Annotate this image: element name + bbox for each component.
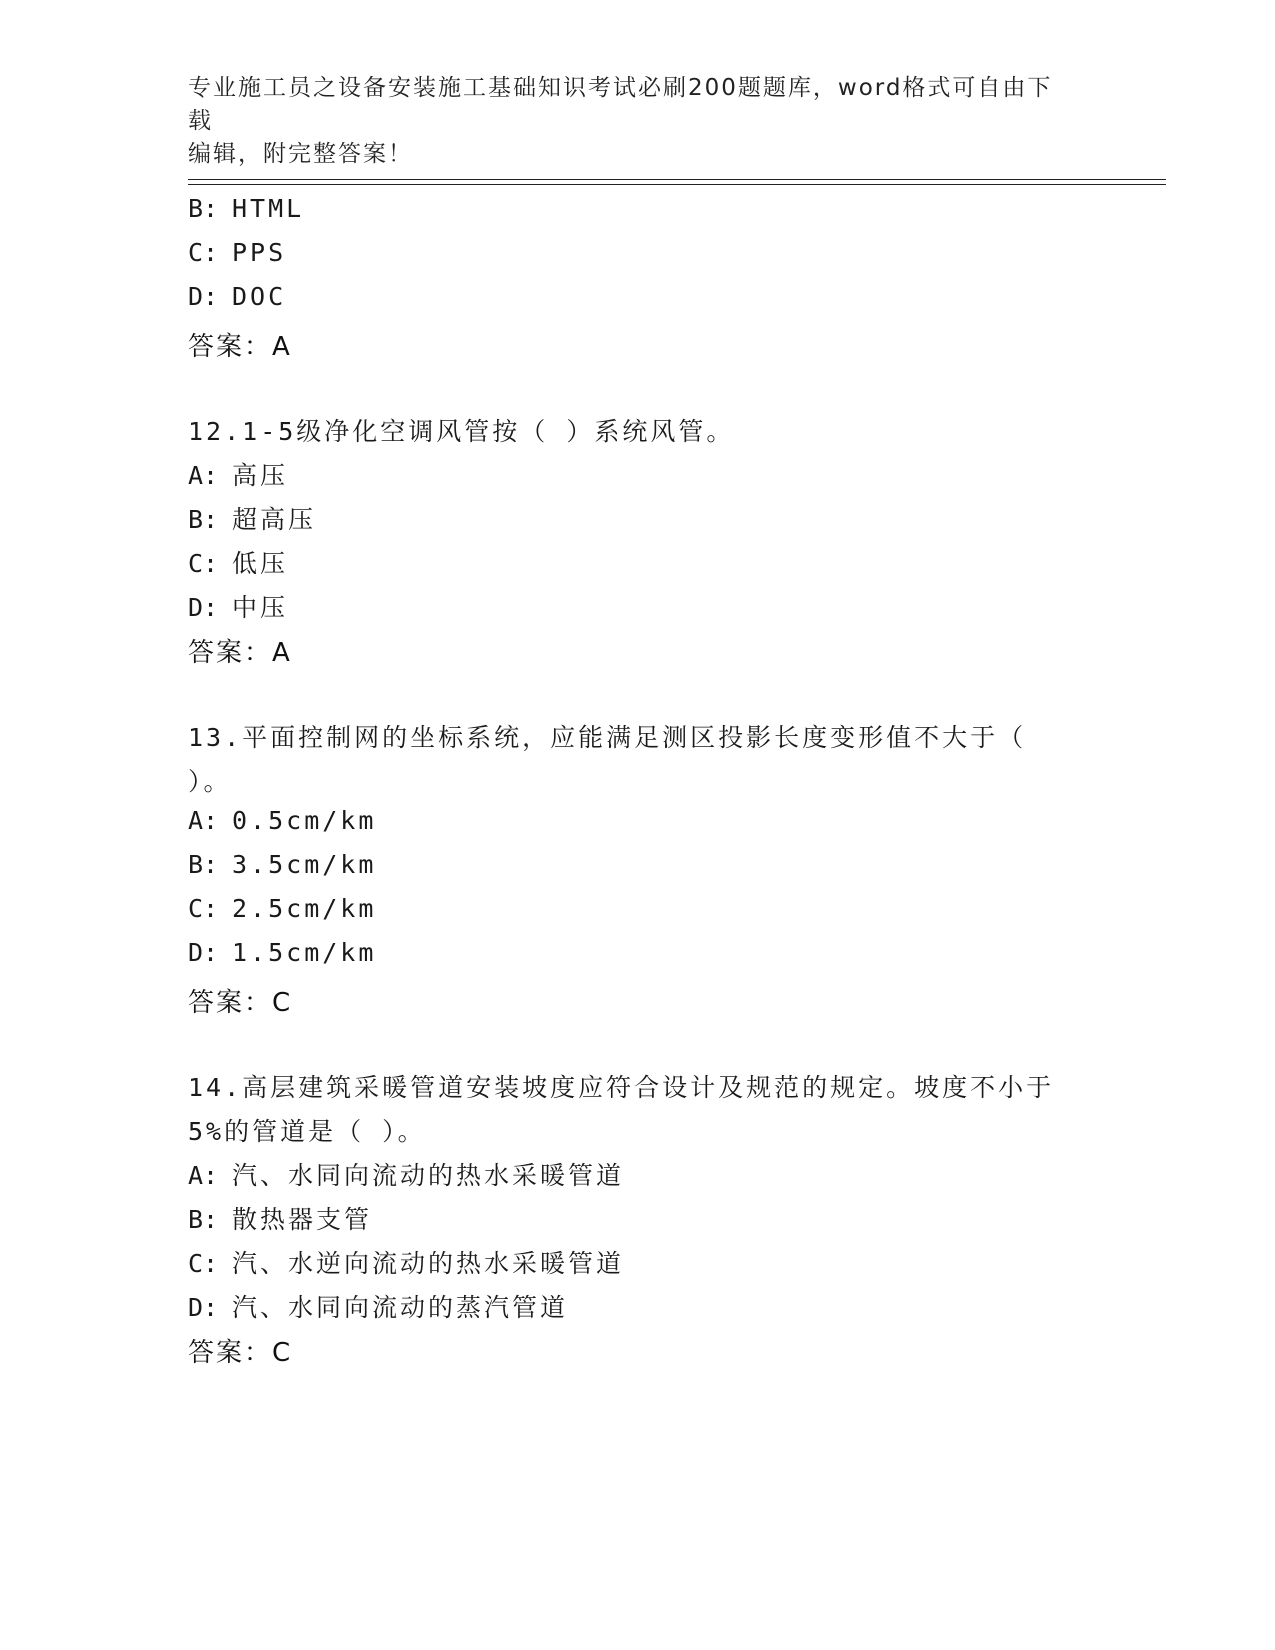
header-title-line-1: 专业施工员之设备安装施工基础知识考试必刷200题题库，word格式可自由下载 <box>188 75 1053 134</box>
q12-answer: 答案：A <box>188 638 292 668</box>
page-header <box>188 72 1068 171</box>
q12-question: 12.1-5级净化空调风管按（ ）系统风管。 <box>188 417 735 446</box>
q14-option-d: D: 汽、水同向流动的蒸汽管道 <box>188 1293 569 1322</box>
q12-option-c: C: 低压 <box>188 549 289 578</box>
q14-option-c: C: 汽、水逆向流动的热水采暖管道 <box>188 1249 625 1278</box>
q13-question-line-1: 13.平面控制网的坐标系统，应能满足测区投影长度变形值不大于（ <box>188 723 1027 752</box>
q14-option-a: A: 汽、水同向流动的热水采暖管道 <box>188 1161 625 1190</box>
q11-option-d: D: DOC <box>188 282 287 311</box>
header-divider-top <box>188 179 1166 180</box>
q13-question-line-2: ）。 <box>188 767 232 796</box>
header-divider-bottom <box>188 184 1166 185</box>
q12-option-b: B: 超高压 <box>188 505 317 534</box>
q13-option-b: B: 3.5cm/km <box>188 850 377 879</box>
q13-option-d: D: 1.5cm/km <box>188 938 377 967</box>
q12-option-a: A: 高压 <box>188 461 289 490</box>
q11-answer: 答案：A <box>188 332 292 362</box>
header-title-line-2: 编辑，附完整答案！ <box>188 141 413 167</box>
q14-question-line-2: 5%的管道是（ ）。 <box>188 1117 426 1146</box>
q11-option-b: B: HTML <box>188 194 305 223</box>
q13-option-c: C: 2.5cm/km <box>188 894 377 923</box>
q12-option-d: D: 中压 <box>188 593 289 622</box>
q11-option-c: C: PPS <box>188 238 287 267</box>
q14-option-b: B: 散热器支管 <box>188 1205 373 1234</box>
q13-answer: 答案：C <box>188 988 293 1018</box>
q14-answer: 答案：C <box>188 1338 293 1368</box>
q14-question-line-1: 14.高层建筑采暖管道安装坡度应符合设计及规范的规定。坡度不小于 <box>188 1073 1055 1102</box>
q13-option-a: A: 0.5cm/km <box>188 806 377 835</box>
